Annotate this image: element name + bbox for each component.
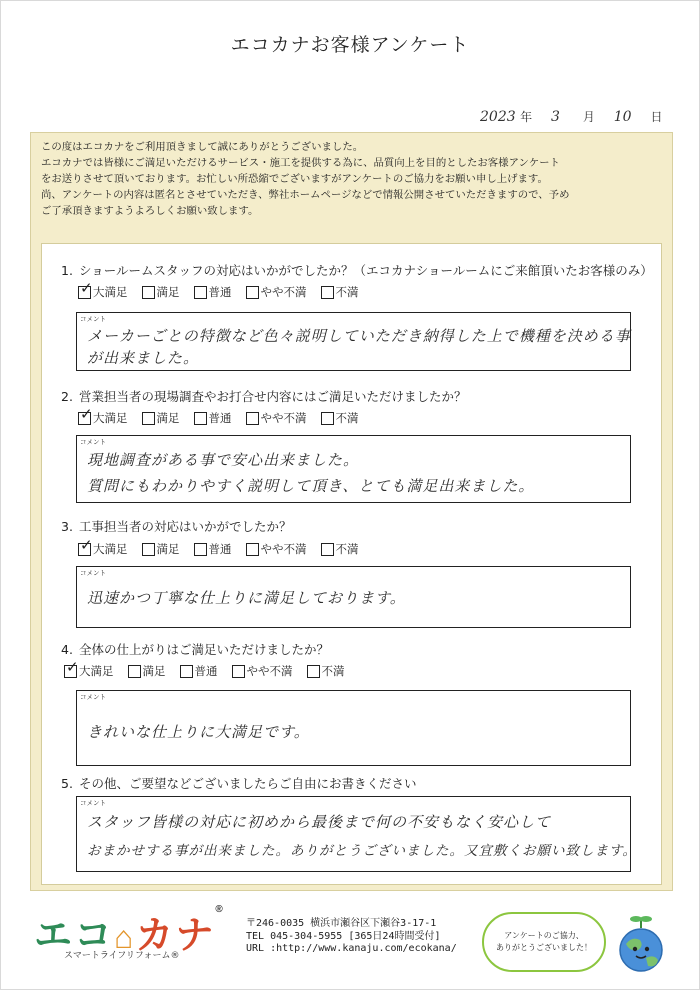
intro-line: をお送りさせて頂いております。お忙しい所恐縮でございますがアンケートのご協力をお願い申し上げます。 <box>41 173 548 185</box>
option-dissatisfied[interactable] <box>321 410 359 426</box>
option-label: 普通 <box>208 285 232 299</box>
intro-line: ご了承頂きますようよろしくお願い致します。 <box>41 205 259 217</box>
question-text: ショールームスタッフの対応はいかがでしたか？（エコカナショールームにご来館頂いたお客様のみ） <box>79 263 653 278</box>
checkbox[interactable] <box>246 543 259 556</box>
question-1 <box>61 261 653 279</box>
option-label: 満足 <box>156 542 180 556</box>
question-4 <box>61 640 329 658</box>
option-label: 大満足 <box>93 542 128 556</box>
comment-box-2[interactable] <box>76 435 631 503</box>
checkbox[interactable] <box>78 535 93 556</box>
option-neutral[interactable] <box>194 541 232 557</box>
option-very-satisfied[interactable] <box>64 657 114 679</box>
option-somewhat-dissatisfied[interactable] <box>246 410 307 426</box>
option-label: 普通 <box>194 664 218 678</box>
logo-text-eco: エコ <box>34 915 115 957</box>
checkbox[interactable] <box>78 404 93 425</box>
option-label: 大満足 <box>93 285 128 299</box>
comment-line: きれいな仕上りに大満足です。 <box>87 723 310 741</box>
earth-mascot-icon <box>612 914 670 976</box>
comment-box-4[interactable] <box>76 690 631 766</box>
option-label: 不満 <box>335 542 359 556</box>
comment-box-5[interactable] <box>76 796 637 872</box>
survey-panel <box>30 132 673 891</box>
check-mark-icon: ✓ <box>80 278 93 297</box>
intro-line: エコカナでは皆様にご満足いただけるサービス・施工を提供する為に、品質向上を目的としたお客様アンケート <box>41 157 560 169</box>
option-label: やや不満 <box>246 664 293 678</box>
comment-line: おまかせする事が出来ました。ありがとうございました。又宜敷くお願い致します。 <box>87 843 637 859</box>
option-label: 満足 <box>156 411 180 425</box>
option-somewhat-dissatisfied[interactable] <box>232 663 293 679</box>
question-text: 工事担当者の対応はいかがでしたか？ <box>79 519 292 534</box>
comment-label: コメント <box>80 799 106 807</box>
question-number: 4. <box>61 642 73 657</box>
checkbox[interactable] <box>321 543 334 556</box>
checkbox[interactable] <box>194 286 207 299</box>
website-url[interactable]: URL :http://www.kanaju.com/ecokana/ <box>246 943 457 954</box>
date-year: 2023 <box>480 109 516 125</box>
option-very-satisfied[interactable] <box>78 278 128 300</box>
question-number: 2. <box>61 389 73 404</box>
option-label: やや不満 <box>260 285 307 299</box>
question-3 <box>61 517 292 535</box>
checkbox[interactable] <box>128 665 141 678</box>
option-neutral[interactable] <box>194 410 232 426</box>
checkbox[interactable] <box>78 278 93 299</box>
checkbox[interactable] <box>194 543 207 556</box>
checkbox[interactable] <box>194 412 207 425</box>
option-label: 満足 <box>156 285 180 299</box>
option-label: 満足 <box>142 664 166 678</box>
comment-label: コメント <box>80 438 106 446</box>
rating-options-3 <box>78 535 359 557</box>
question-5 <box>61 774 417 792</box>
questions-area <box>41 243 662 885</box>
logo-tagline: スマートライフリフォーム® <box>64 951 180 961</box>
comment-line: 迅速かつ丁寧な仕上りに満足しております。 <box>87 589 406 607</box>
postal-address: 〒246-0035 横浜市瀬谷区下瀬谷3-17-1 <box>246 918 437 929</box>
survey-date <box>480 108 690 125</box>
question-number: 5. <box>61 776 73 791</box>
question-text: 全体の仕上がりはご満足いただけましたか？ <box>79 642 330 657</box>
checkbox[interactable] <box>307 665 320 678</box>
checkbox[interactable] <box>64 657 79 678</box>
comment-box-1[interactable] <box>76 312 631 371</box>
date-day-unit: 日 <box>650 110 663 124</box>
date-month-unit: 月 <box>582 110 595 124</box>
check-mark-icon: ✓ <box>66 657 79 676</box>
phone-number: TEL 045-304-5955 [365日24時間受付] <box>246 930 441 942</box>
thanks-bubble <box>482 912 606 972</box>
comment-label: コメント <box>80 569 106 577</box>
question-text: その他、ご要望などございましたらご自由にお書きください <box>79 776 417 791</box>
comment-label: コメント <box>80 693 106 701</box>
option-satisfied[interactable] <box>142 410 180 426</box>
comment-line: 質問にもわかりやすく説明して頂き、とても満足出来ました。 <box>87 477 535 495</box>
checkbox[interactable] <box>246 286 259 299</box>
checkbox[interactable] <box>142 412 155 425</box>
page-title: エコカナお客様アンケート <box>230 34 470 56</box>
comment-line: が出来ました。 <box>87 349 200 367</box>
option-dissatisfied[interactable] <box>321 284 359 300</box>
option-label: 不満 <box>335 285 359 299</box>
checkbox[interactable] <box>142 286 155 299</box>
option-satisfied[interactable] <box>142 541 180 557</box>
option-satisfied[interactable] <box>128 663 166 679</box>
option-label: 不満 <box>335 411 359 425</box>
checkbox[interactable] <box>321 412 334 425</box>
option-label: 不満 <box>321 664 345 678</box>
comment-line: スタッフ皆様の対応に初めから最後まで何の不安もなく安心して <box>87 813 552 831</box>
option-label: 普通 <box>208 411 232 425</box>
question-2 <box>61 387 467 405</box>
option-very-satisfied[interactable] <box>78 535 128 557</box>
option-label: やや不満 <box>260 411 307 425</box>
check-mark-icon: ✓ <box>80 404 93 423</box>
footer <box>0 900 700 988</box>
logo-text-kana: カナ <box>135 915 216 957</box>
check-mark-icon: ✓ <box>80 535 93 554</box>
checkbox[interactable] <box>321 286 334 299</box>
question-number: 3. <box>61 519 73 534</box>
date-year-unit: 年 <box>520 110 533 124</box>
bubble-line: ありがとうございました！ <box>496 943 592 952</box>
comment-line: メーカーごとの特徴など色々説明していただき納得した上で機種を決める事 <box>87 327 631 345</box>
option-neutral[interactable] <box>180 663 218 679</box>
bubble-line: アンケートのご協力、 <box>504 931 584 940</box>
option-somewhat-dissatisfied[interactable] <box>246 541 307 557</box>
rating-options-2 <box>78 404 359 426</box>
question-text: 営業担当者の現場調査やお打合せ内容にはご満足いただけましたか？ <box>79 389 467 404</box>
comment-line: 現地調査がある事で安心出来ました。 <box>87 451 360 469</box>
option-neutral[interactable] <box>194 284 232 300</box>
option-somewhat-dissatisfied[interactable] <box>246 284 307 300</box>
house-icon: ⌂ <box>114 919 136 955</box>
option-label: やや不満 <box>260 542 307 556</box>
option-label: 普通 <box>208 542 232 556</box>
intro-text <box>41 139 666 219</box>
date-day: 10 <box>613 109 632 125</box>
comment-label: コメント <box>80 315 106 323</box>
date-month: 3 <box>551 109 560 125</box>
rating-options-1 <box>78 278 359 300</box>
intro-line: この度はエコカナをご利用頂きまして誠にありがとうございました。 <box>41 141 364 153</box>
company-address <box>246 918 457 956</box>
comment-box-3[interactable] <box>76 566 631 628</box>
registered-mark: ® <box>215 904 225 915</box>
intro-line: 尚、アンケートの内容は匿名とさせていただき、弊社ホームページなどで情報公開させていただきますので、予め <box>41 189 570 201</box>
option-label: 大満足 <box>79 664 114 678</box>
checkbox[interactable] <box>180 665 193 678</box>
rating-options-4 <box>64 657 345 679</box>
question-number: 1. <box>61 263 73 278</box>
option-dissatisfied[interactable] <box>307 663 345 679</box>
option-label: 大満足 <box>93 411 128 425</box>
option-very-satisfied[interactable] <box>78 404 128 426</box>
option-dissatisfied[interactable] <box>321 541 359 557</box>
checkbox[interactable] <box>232 665 245 678</box>
option-satisfied[interactable] <box>142 284 180 300</box>
checkbox[interactable] <box>142 543 155 556</box>
checkbox[interactable] <box>246 412 259 425</box>
